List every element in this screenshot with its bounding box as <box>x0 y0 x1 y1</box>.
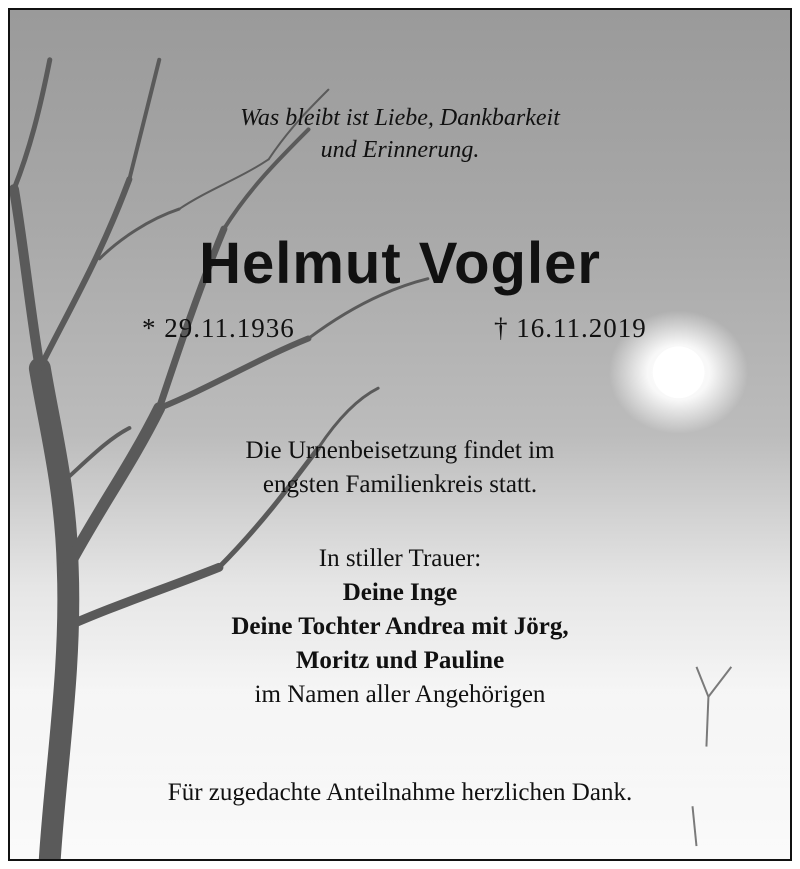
motto-line: Was bleibt ist Liebe, Dankbarkeit <box>240 105 560 131</box>
mourner-name: Moritz und Pauline <box>295 647 505 674</box>
death-date: † 16.11.2019 <box>494 313 647 343</box>
obituary-card <box>8 8 792 861</box>
motto <box>10 102 790 166</box>
mourners-block <box>10 542 790 712</box>
thanks-line: Für zugedachte Anteilnahme herzlichen Dank. <box>167 779 633 806</box>
mourner-name: Deine Inge <box>342 579 458 606</box>
relatives-line: im Namen aller Angehörigen <box>254 681 546 708</box>
mourner-name: Deine Tochter Andrea mit Jörg, <box>231 613 569 640</box>
notice-line: Die Urnenbeisetzung findet im <box>245 437 555 464</box>
motto-line: und Erinnerung. <box>320 137 480 163</box>
birth-date: * 29.11.1936 <box>142 313 295 343</box>
burial-notice <box>10 434 790 502</box>
mourning-intro: In stiller Trauer: <box>318 545 482 572</box>
deceased-name: Helmut Vogler <box>199 231 601 296</box>
notice-line: engsten Familienkreis statt. <box>262 471 538 498</box>
